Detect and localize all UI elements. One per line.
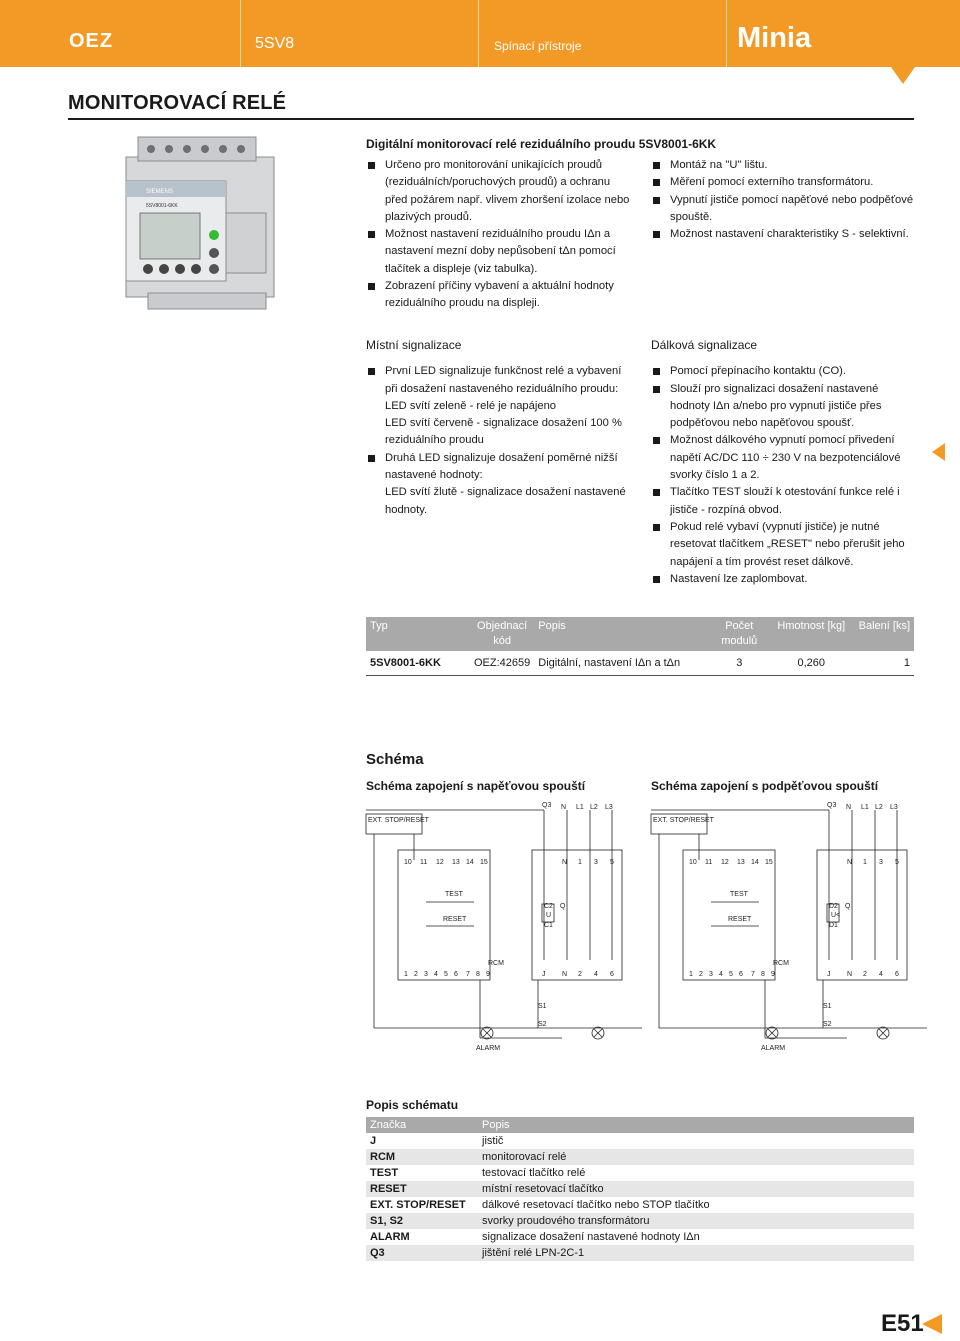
terminal-label: 6 (895, 971, 899, 978)
terminal-label: 9 (771, 971, 775, 978)
terminal-label: 3 (424, 971, 428, 978)
features-left (366, 157, 630, 313)
label-alarm: ALARM (476, 1045, 501, 1052)
signal-note: LED svítí žlutě - signalizace dosažení nastavené hodnoty. (385, 486, 626, 516)
terminal-label: 6 (739, 971, 743, 978)
table-row (366, 1197, 914, 1213)
table-cell: J (370, 1135, 377, 1147)
label-rcm: RCM (488, 960, 504, 967)
terminal-label: 2 (863, 971, 867, 978)
signal-note: LED svítí zeleně - relé je napájeno (385, 399, 557, 412)
table-row (366, 1245, 914, 1261)
terminal-label: 3 (594, 859, 598, 866)
table-row (366, 651, 914, 676)
column-header: Značka (366, 1117, 478, 1133)
table-row (366, 1213, 914, 1229)
scheme-right-title: Schéma zapojení s podpěťovou spouští (651, 779, 879, 793)
terminal-label: 8 (476, 971, 480, 978)
terminal-label: 10 (689, 859, 697, 866)
terminal-label: 7 (751, 971, 755, 978)
header-bar (0, 0, 960, 67)
terminal-label: 1 (689, 971, 693, 978)
terminal-label: 3 (709, 971, 713, 978)
table-header-row (366, 1117, 914, 1133)
page-title: MONITOROVACÍ RELÉ (68, 92, 287, 114)
title-rule (68, 118, 914, 120)
terminal-label: 12 (436, 859, 444, 866)
table-cell: ALARM (370, 1231, 410, 1243)
terminal-label: 9 (486, 971, 490, 978)
device-image (118, 135, 278, 315)
local-signal-heading: Místní signalizace (366, 338, 462, 352)
coil-label: Q (560, 903, 566, 910)
header-divider (726, 0, 727, 67)
signal-note: LED svítí červeně - signalizace dosažení 100 % reziduálního proudu (385, 417, 622, 447)
terminal-label: 6 (454, 971, 458, 978)
coil-label: D1 (829, 922, 838, 929)
label-l2: L2 (590, 804, 598, 811)
page-arrow-icon (922, 1314, 942, 1334)
label-test: TEST (445, 891, 463, 898)
table-cell: EXT. STOP/RESET (370, 1199, 466, 1211)
signal-item: Pomocí přepínacího kontaktu (CO). (651, 363, 916, 380)
feature-item: Možnost nastavení reziduálního proudu IΔn a nastavení mezní doby nepůsobení tΔn pomocí tlačítek a displeje (viz tabulka). (366, 226, 630, 278)
terminal-label: 8 (761, 971, 765, 978)
label-s2: S2 (538, 1021, 547, 1028)
features-right (651, 157, 916, 243)
terminal-label: 4 (434, 971, 438, 978)
terminal-label: 2 (414, 971, 418, 978)
wiring-diagram-undervoltage (647, 800, 937, 1058)
label-test: TEST (730, 891, 748, 898)
header-divider (240, 0, 241, 67)
table-cell: jistič (482, 1135, 504, 1147)
label-ext-stop: EXT. STOP/RESET (653, 817, 714, 824)
terminal-label: 11 (705, 859, 713, 866)
table-row (366, 1165, 914, 1181)
terminal-label: 2 (699, 971, 703, 978)
table-cell: 5SV8001-6KK (366, 651, 470, 676)
label-n: N (846, 804, 852, 811)
brand-arrow-icon (891, 67, 915, 84)
legend-table (366, 1117, 914, 1261)
table-cell: testovací tlačítko relé (482, 1167, 586, 1179)
terminal-label: N (847, 971, 853, 978)
terminal-label: 4 (594, 971, 598, 978)
column-header: Typ (366, 617, 470, 651)
terminal-label: 1 (578, 859, 582, 866)
coil-label: C2 (544, 903, 553, 910)
coil-label: C1 (544, 922, 553, 929)
terminal-label: 15 (765, 859, 773, 866)
terminal-label: J (542, 971, 546, 978)
label-l1: L1 (576, 804, 584, 811)
local-signal-section (366, 337, 630, 519)
feature-item: Zobrazení příčiny vybavení a aktuální hodnoty reziduálního proudu na displeji. (366, 278, 630, 313)
label-l2: L2 (875, 804, 883, 811)
table-cell: 1 (854, 651, 914, 676)
terminal-label: N (847, 859, 853, 866)
terminal-label: 5 (895, 859, 899, 866)
table-cell: signalizace dosažení nastavené hodnoty IΔn (482, 1231, 700, 1243)
terminal-label: 13 (452, 859, 460, 866)
label-reset: RESET (728, 916, 752, 923)
scheme-heading: Schéma (366, 751, 424, 768)
terminal-label: 15 (480, 859, 488, 866)
label-reset: RESET (443, 916, 467, 923)
table-row (366, 1181, 914, 1197)
label-alarm: ALARM (761, 1045, 786, 1052)
table-cell: S1, S2 (366, 1213, 478, 1229)
legend-heading: Popis schématu (366, 1098, 459, 1112)
terminal-label: 14 (466, 859, 474, 866)
column-header: Popis (478, 1117, 914, 1133)
header-divider (478, 0, 479, 67)
table-cell: dálkové resetovací tlačítko nebo STOP tlačítko (482, 1199, 710, 1211)
terminal-label: 7 (466, 971, 470, 978)
table-cell: 0,260 (768, 651, 854, 676)
signal-item: Pokud relé vybaví (vypnutí jističe) je nutné resetovat tlačítkem „RESET" nebo přerušit jeho napájení a tím provést reset dálkově. (651, 519, 916, 571)
scheme-left-title: Schéma zapojení s napěťovou spouští (366, 779, 586, 793)
table-cell: Q3 (366, 1245, 478, 1261)
signal-item: První LED signalizuje funkčnost relé a vybavení při dosažení nastaveného reziduálního proudu: (366, 363, 630, 398)
table-cell: TEST (370, 1167, 399, 1179)
order-table (366, 617, 914, 676)
table-cell: Digitální, nastavení IΔn a tΔn (534, 651, 710, 676)
terminal-label: 14 (751, 859, 759, 866)
device-maker-label: SIEMENS (146, 189, 174, 195)
category-label: Spínací přístroje (494, 39, 582, 53)
terminal-label: 4 (879, 971, 883, 978)
table-row (366, 1133, 914, 1149)
label-ext-stop: EXT. STOP/RESET (368, 817, 429, 824)
feature-item: Možnost nastavení charakteristiky S - selektivní. (651, 226, 916, 243)
column-header: Popis (534, 617, 710, 651)
terminal-label: 6 (610, 971, 614, 978)
remote-signal-heading: Dálková signalizace (651, 338, 758, 352)
terminal-label: 10 (404, 859, 412, 866)
coil-label: U< (831, 912, 841, 919)
column-header: Objednací kód (470, 617, 534, 651)
product-heading: Digitální monitorovací relé reziduálního proudu 5SV8001-6KK (366, 137, 717, 151)
table-cell: svorky proudového transformátoru (478, 1213, 914, 1229)
brand-name: Minia (737, 22, 812, 54)
signal-item: Slouží pro signalizaci dosažení nastavené hodnoty IΔn a/nebo pro vypnutí jističe přes podpěťovou nebo napěťovou spoušť. (651, 381, 916, 433)
label-rcm: RCM (773, 960, 789, 967)
page-number: E51 (881, 1310, 924, 1337)
label-s1: S1 (538, 1003, 547, 1010)
terminal-label: 1 (863, 859, 867, 866)
table-row (366, 1229, 914, 1245)
label-l3: L3 (605, 804, 613, 811)
table-cell: monitorovací relé (478, 1149, 914, 1165)
feature-item: Určeno pro monitorování unikajících proudů (reziduálních/poruchových proudů) a ochranu před požárem např. vlivem zhoršení izolace nebo plazivých proudů. (366, 157, 630, 226)
table-header-row (366, 617, 914, 651)
terminal-label: 3 (879, 859, 883, 866)
table-cell: 3 (710, 651, 768, 676)
signal-item: Nastavení lze zaplombovat. (651, 571, 916, 588)
column-header: Počet modulů (710, 617, 768, 651)
terminal-label: 12 (721, 859, 729, 866)
signal-item: Tlačítko TEST slouží k otestování funkce relé i jističe - rozpíná obvod. (651, 484, 916, 519)
column-header: Balení [ks] (854, 617, 914, 651)
table-cell: jištění relé LPN-2C-1 (478, 1245, 914, 1261)
terminal-label: 13 (737, 859, 745, 866)
coil-label: Q (845, 903, 851, 910)
table-cell: místní resetovací tlačítko (478, 1181, 914, 1197)
table-cell: RCM (366, 1149, 478, 1165)
coil-label: D2 (829, 903, 838, 910)
terminal-label: 5 (610, 859, 614, 866)
column-header: Hmotnost [kg] (768, 617, 854, 651)
terminal-label: N (562, 859, 568, 866)
label-s1: S1 (823, 1003, 832, 1010)
terminal-label: 11 (420, 859, 428, 866)
side-arrow-icon (932, 443, 945, 461)
table-cell: RESET (366, 1181, 478, 1197)
product-code: 5SV8 (255, 35, 295, 52)
device-model-label: 5SV8001-6KK (146, 203, 178, 209)
terminal-label: 4 (719, 971, 723, 978)
signal-item: Druhá LED signalizuje dosažení poměrné nižší nastavené hodnoty: (366, 450, 630, 485)
coil-label: U (546, 912, 552, 919)
label-l1: L1 (861, 804, 869, 811)
feature-item: Vypnutí jističe pomocí napěťové nebo podpěťové spouště. (651, 192, 916, 227)
signal-item: Možnost dálkového vypnutí pomocí přivedení napětí AC/DC 110 ÷ 230 V na bezpotenciálové svorky číslo 1 a 2. (651, 432, 916, 484)
terminal-label: 5 (444, 971, 448, 978)
terminal-label: 1 (404, 971, 408, 978)
feature-item: Měření pomocí externího transformátoru. (651, 174, 916, 191)
remote-signal-section (651, 337, 916, 588)
label-n: N (561, 804, 567, 811)
wiring-diagram-voltage (362, 800, 652, 1058)
table-cell: OEZ:42659 (470, 651, 534, 676)
terminal-label: N (562, 971, 568, 978)
label-q3: Q3 (542, 802, 552, 809)
feature-item: Montáž na "U" lištu. (651, 157, 916, 174)
oez-logo: OEZ (69, 30, 114, 52)
terminal-label: 2 (578, 971, 582, 978)
label-l3: L3 (890, 804, 898, 811)
table-row (366, 1149, 914, 1165)
terminal-label: J (827, 971, 831, 978)
terminal-label: 5 (729, 971, 733, 978)
label-s2: S2 (823, 1021, 832, 1028)
label-q3: Q3 (827, 802, 837, 809)
